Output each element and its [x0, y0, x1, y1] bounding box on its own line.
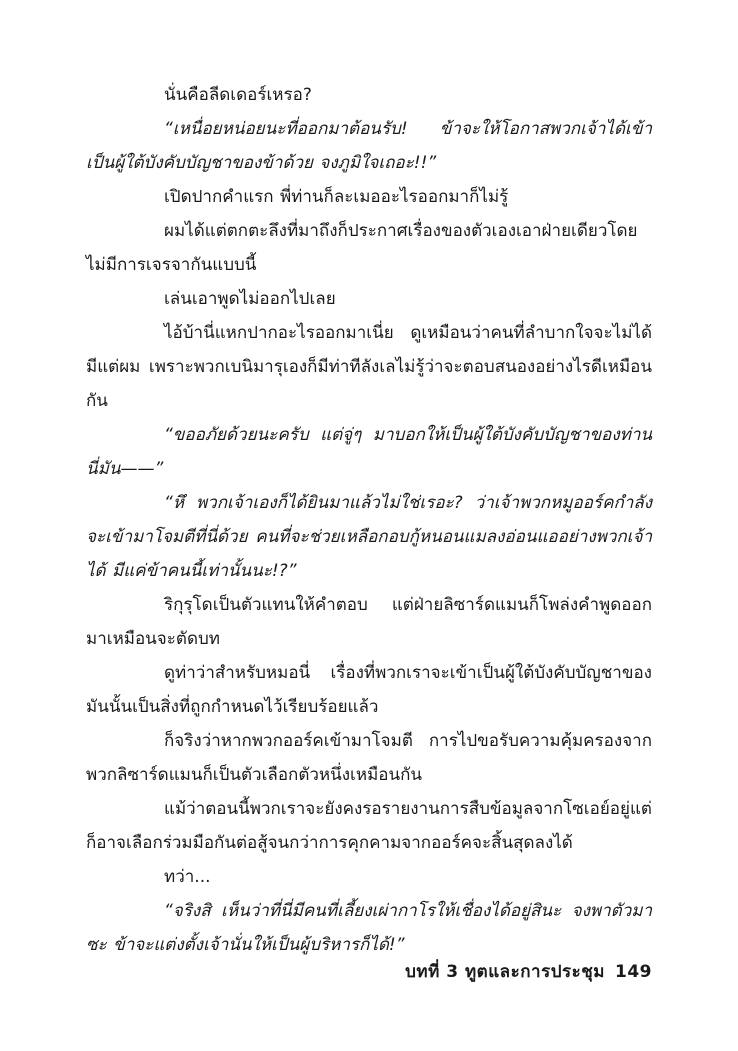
paragraph-3: เปิดปากคำแรก พี่ท่านก็ละเมออะไรออกมาก็ไม่รู้ — [164, 187, 509, 207]
paragraph-1: นั่นคือลีดเดอร์เหรอ? — [164, 85, 312, 105]
paragraph-12: แม้ว่าตอนนี้พวกเราจะยังคงรอรายงานการสืบข้อมูลจากโซเอย์อยู่แต่ก็อาจเลือกร่วมมือกันต่อสู้จนกว่าการคุกคามจากออร์คจะสิ้นสุดลงได้ — [86, 799, 652, 853]
paragraph-2: “เหนื่อยหน่อยนะที่ออกมาต้อนรับ! ข้าจะให้โอกาสพวกเจ้าได้เข้าเป็นผู้ใต้บังคับบัญชาของข้าด้วย จงภูมิใจเถอะ!!” — [86, 119, 652, 173]
paragraph-14: “จริงสิ เห็นว่าที่นี่มีคนที่เลี้ยงเผ่ากาโรให้เชื่องได้อยู่สินะ จงพาตัวมาซะ ข้าจะแต่งตั้งเจ้านั่นให้เป็นผู้บริหารก็ได้!” — [86, 901, 652, 955]
paragraph-13: ทว่า... — [164, 867, 211, 887]
paragraph-8: “หึ พวกเจ้าเองก็ได้ยินมาแล้วไม่ใช่เรอะ? ว่าเจ้าพวกหมูออร์คกำลังจะเข้ามาโจมตีที่นี่ด้วย คนที่จะช่วยเหลือกอบกู้หนอนแมลงอ่อนแออย่างพวกเจ้าได้ มีแค่ข้าคนนี้เท่านั้นนะ!?” — [86, 493, 652, 581]
paragraph-5: เล่นเอาพูดไม่ออกไปเลย — [164, 289, 336, 309]
paragraph-9: ริกุรุโดเป็นตัวแทนให้คำตอบ แต่ฝ่ายลิซาร์ดแมนก็โพล่งคำพูดออกมาเหมือนจะตัดบท — [86, 595, 652, 649]
page-number: 149 — [615, 962, 652, 982]
chapter-title: บทที่ 3 ทูตและการประชุม — [405, 962, 605, 982]
paragraph-4: ผมได้แต่ตกตะลึงที่มาถึงก็ประกาศเรื่องของตัวเองเอาฝ่ายเดียวโดยไม่มีการเจรจากันแบบนี้ — [86, 221, 638, 275]
page-footer — [405, 958, 652, 985]
paragraph-11: ก็จริงว่าหากพวกออร์คเข้ามาโจมตี การไปขอรับความคุ้มครองจากพวกลิซาร์ดแมนก็เป็นตัวเลือกตัวหนึ่งเหมือนกัน — [86, 731, 652, 785]
paragraph-7: “ขออภัยด้วยนะครับ แต่จู่ๆ มาบอกให้เป็นผู้ใต้บังคับบัญชาของท่านนี่มัน——” — [86, 425, 652, 479]
body-text — [86, 78, 652, 962]
paragraph-10: ดูท่าว่าสำหรับหมอนี่ เรื่องที่พวกเราจะเข้าเป็นผู้ใต้บังคับบัญชาของมันนั้นเป็นสิ่งที่ถูกกำหนดไว้เรียบร้อยแล้ว — [86, 663, 652, 717]
paragraph-6: ไอ้บ้านี่แหกปากอะไรออกมาเนี่ย ดูเหมือนว่าคนที่ลำบากใจจะไม่ได้มีแต่ผม เพราะพวกเบนิมารุเองก็มีท่าทีลังเลไม่รู้ว่าจะตอบสนองอย่างไรดีเหมือนกัน — [86, 323, 652, 411]
